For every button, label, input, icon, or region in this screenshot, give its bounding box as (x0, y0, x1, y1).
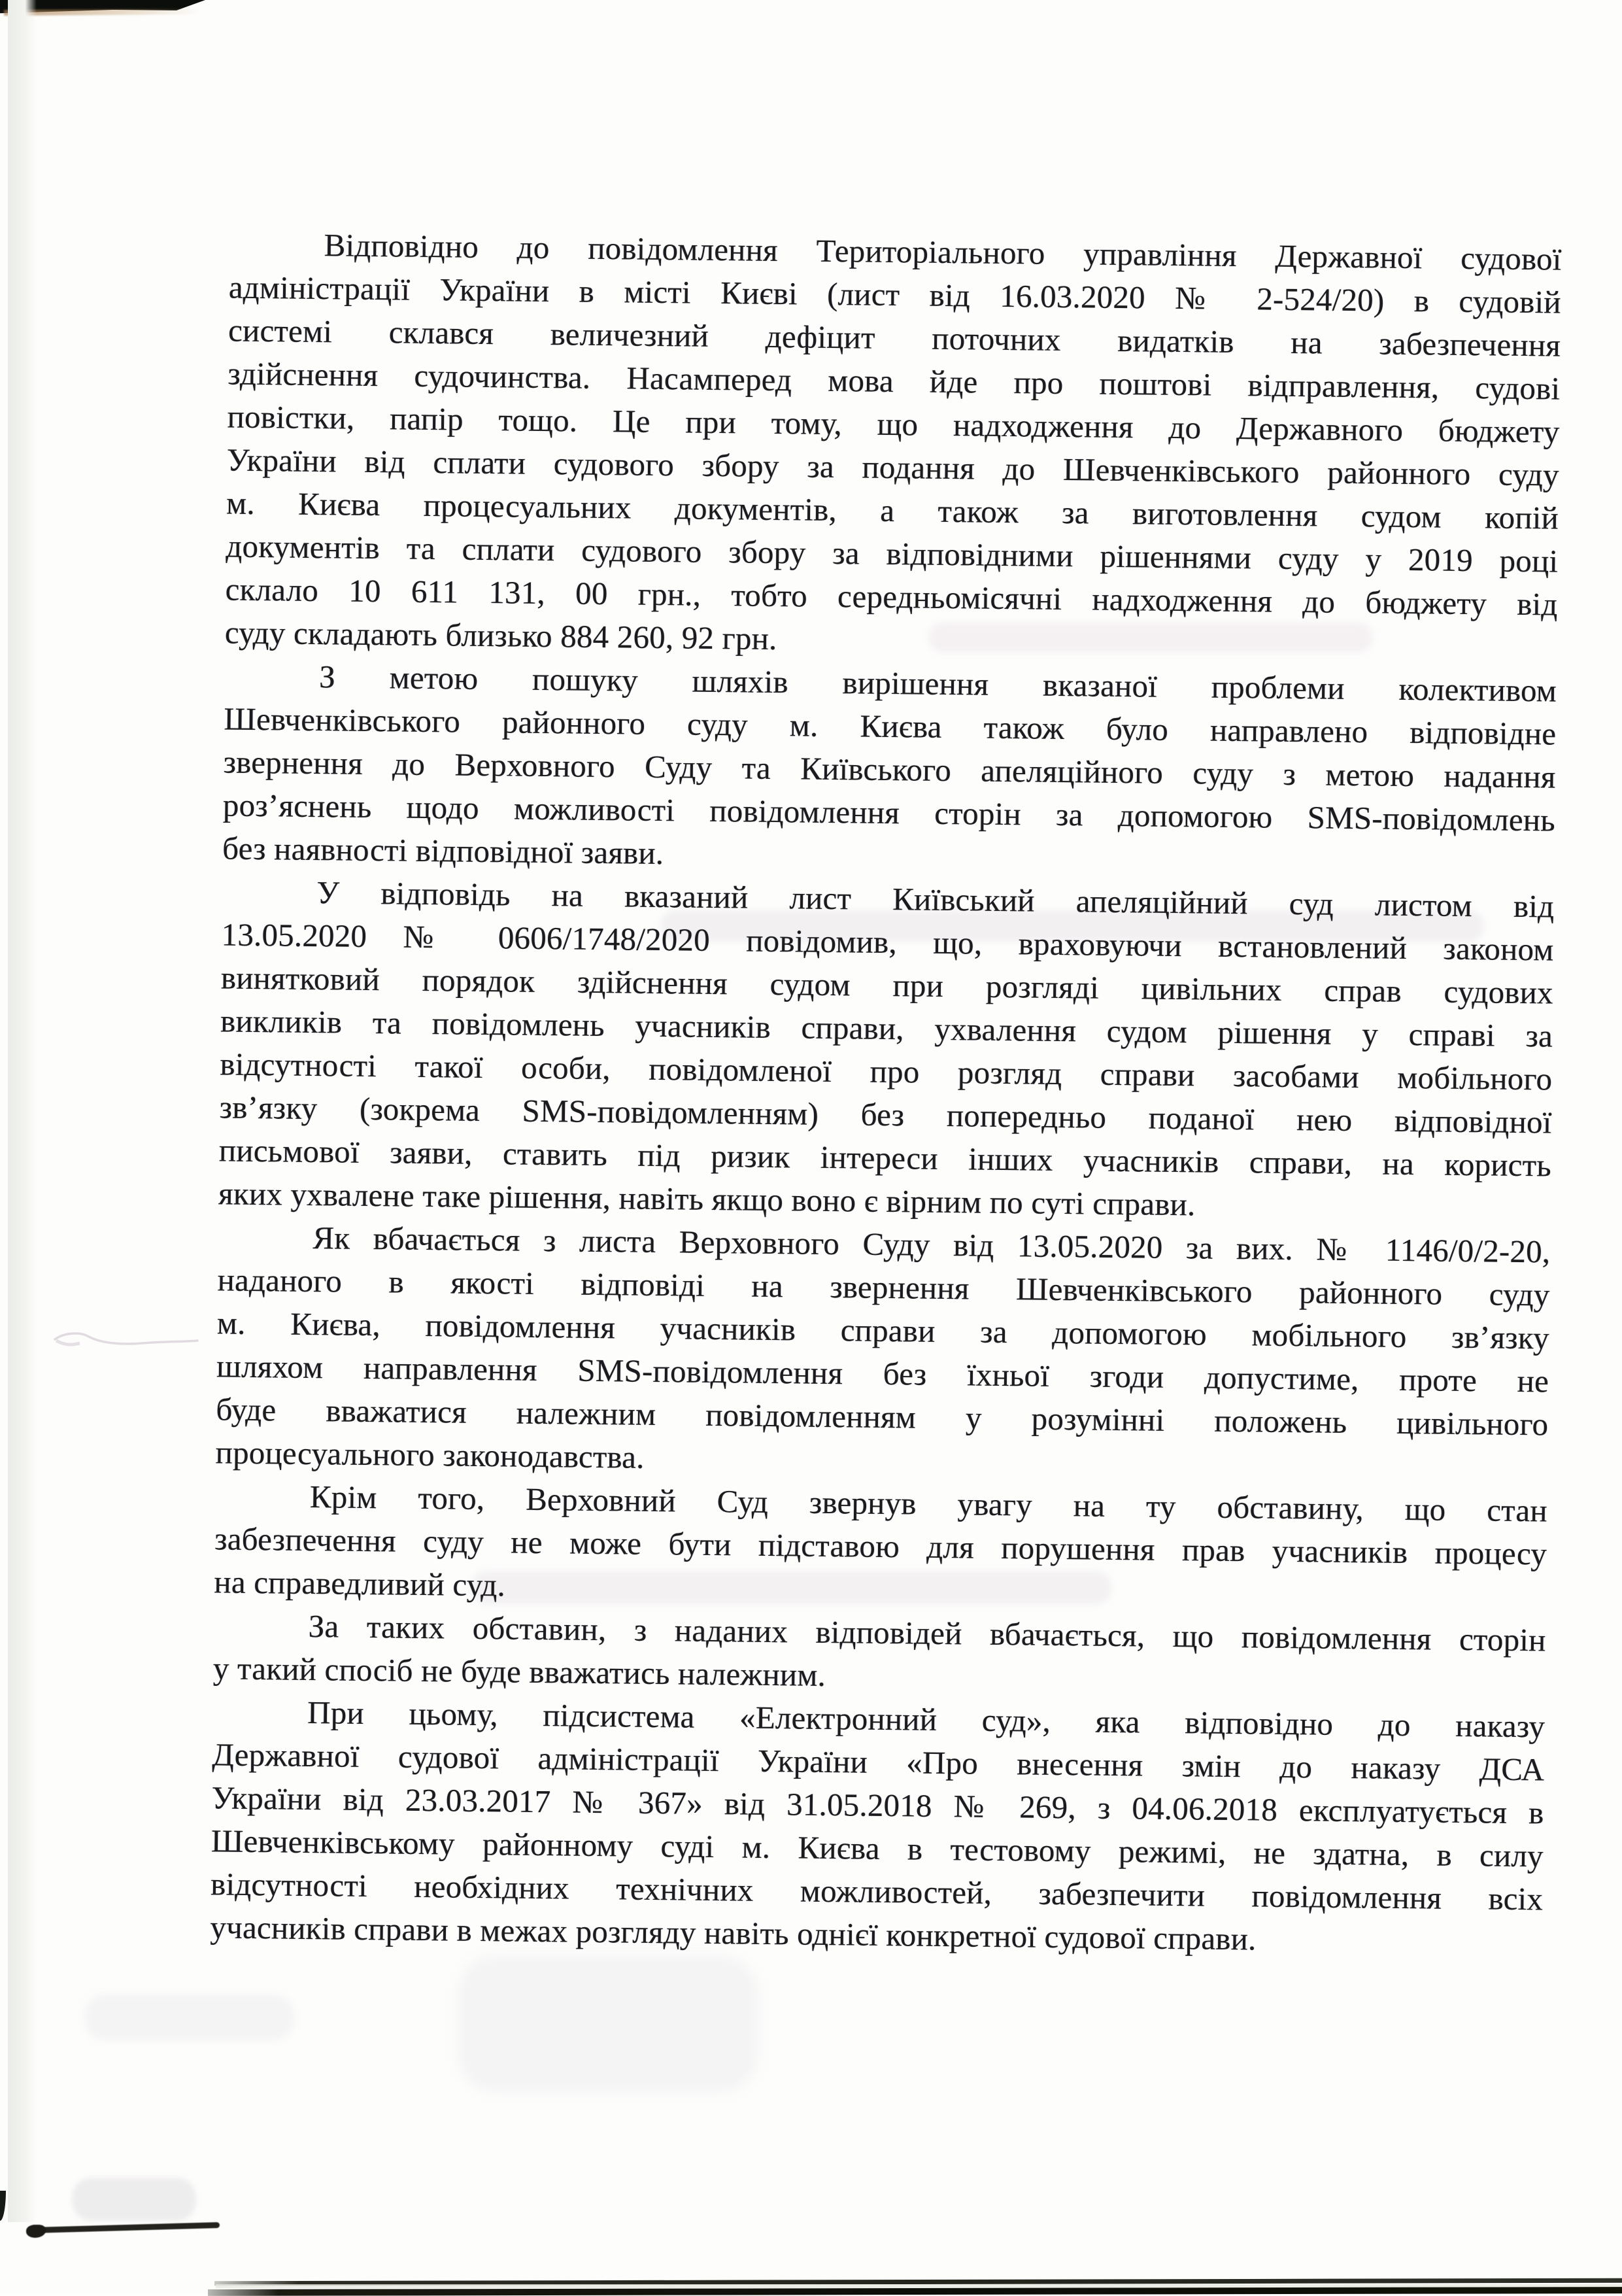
bleedthrough-smudge (85, 1995, 294, 2040)
text-line: України від 23.03.2017 № 367» від 31.05.2018 № 269, з 04.06.2018 експлуатується в (211, 1779, 1544, 1831)
pencil-smudge (51, 1328, 201, 1356)
text-line: повістки, папір тощо. Це при тому, що надходження до Державного бюджету (227, 398, 1560, 450)
text-line: звернення до Верховного Суду та Київського апеляційного суду з метою надання (223, 744, 1556, 795)
paragraph (210, 1690, 1545, 1964)
text-line: Шевченківського районного суду м. Києва також було направлено відповідне (224, 700, 1557, 752)
pencil-smudge-stroke (51, 1328, 201, 1356)
text-line: викликів та повідомлень учасників справи, ухвалення судом рішення у справі за (220, 1002, 1553, 1054)
text-line: України від сплати судового збору за подання до Шевченківського районного суду (226, 441, 1560, 493)
text-line: без наявності відповідної заяви. (222, 830, 664, 872)
scan-artifact-left-pale-band (8, 0, 37, 2222)
text-line: адміністрації України в місті Києві (лист від 16.03.2020 № 2-524/20) в судовій (228, 269, 1562, 320)
bleedthrough-smudge (458, 1955, 758, 2093)
text-line: Відповідно до повідомлення Територіального управління Державної судової (324, 227, 1562, 277)
text-line: відсутності необхідних технічних можливостей, забезпечити повідомлення всіх (210, 1866, 1544, 1917)
text-line: Як вбачається з листа Верховного Суду від 13.05.2020 за вих. № 1146/0/2-20, (313, 1220, 1551, 1270)
text-line: З метою пошуку шляхів вирішення вказаної проблеми колективом (318, 659, 1557, 709)
scan-artifact-left-edge-strip-tail (0, 2191, 6, 2221)
text-line: Шевченківському районному суді м. Києва в тестовому режимі, не здатна, в силу (211, 1823, 1544, 1874)
document-text (210, 223, 1562, 1964)
text-line: У відповідь на вказаний лист Київський апеляційний суд листом від (316, 874, 1555, 925)
paragraph (225, 223, 1562, 670)
paragraph (213, 1603, 1546, 1705)
text-line: відсутності такої особи, повідомленої про розгляд справи засобами мобільного (220, 1046, 1553, 1097)
text-line: яких ухвалене таке рішення, навіть якщо воно є вірним по суті справи. (218, 1175, 1196, 1223)
text-line: на справедливий суд. (214, 1564, 506, 1603)
text-line: винятковий порядок здійснення судом при розгляді цивільних справ судових (220, 959, 1554, 1011)
text-line: 13.05.2020 № 0606/1748/2020 повідомив, що, враховуючи встановлений законом (221, 916, 1554, 968)
text-line: При цьому, підсистема «Електронний суд», яка відповідно до наказу (307, 1694, 1546, 1745)
text-line: документів та сплати судового збору за відповідними рішеннями суду у 2019 році (226, 528, 1559, 579)
scan-artifact-left-edge-strip (0, 0, 8, 2218)
text-line: процесуального законодавства. (215, 1434, 645, 1475)
text-line: письмової заяви, ставить під ризик інтереси інших учасників справи, на користь (218, 1132, 1552, 1184)
text-line: системі склався величезний дефіцит поточних видатків на забезпечення (228, 312, 1561, 364)
text-line: у такий спосіб не буде вважатись належним. (212, 1650, 826, 1694)
paragraph (214, 1474, 1547, 1619)
text-line: шляхом направлення SMS-повідомлення без їхньої згоди допустиме, проте не (216, 1348, 1549, 1399)
text-line: зв’язку (зокрема SMS-повідомленням) без попередньо поданої нею відповідної (219, 1089, 1552, 1140)
text-line: м. Києва, повідомлення учасників справи за допомогою мобільного зв’язку (216, 1305, 1550, 1356)
bleedthrough-smudge (72, 2178, 196, 2221)
text-line: забезпечення суду не може бути підставою для порушення прав учасників процесу (214, 1520, 1547, 1572)
text-line: суду складають близько 884 260, 92 грн. (224, 614, 777, 657)
text-line: склало 10 611 131, 00 грн., тобто середньомісячні надходження до бюджету від (225, 571, 1558, 623)
scan-artifact-paper-corner-blob (26, 2225, 46, 2238)
scan-artifact-paper-corner-shadow (29, 2222, 220, 2233)
text-line: За таких обставин, з наданих відповідей вбачається, що повідомлення сторін (308, 1608, 1546, 1658)
paragraph (222, 654, 1557, 885)
text-line: Крім того, Верховний Суд звернув увагу на ту обставину, що стан (309, 1479, 1548, 1529)
text-line: Державної судової адміністрації України «Про внесення змін до наказу ДСА (212, 1736, 1545, 1788)
text-line: здійснення судочинства. Насамперед мова йде про поштові відправлення, судові (228, 355, 1561, 407)
text-line: учасників справи в межах розгляду навіть однієї конкретної судової справи. (210, 1909, 1257, 1957)
text-line: наданого в якості відповіді на звернення Шевченківського районного суду (217, 1261, 1550, 1313)
paragraph (215, 1215, 1550, 1489)
paragraph (218, 870, 1555, 1230)
text-line: буде вважатися належним повідомленням у розумінні положень цивільного (216, 1391, 1549, 1443)
text-line: м. Києва процесуальних документів, а також за виготовлення судом копій (226, 485, 1559, 536)
text-line: роз’яснень щодо можливості повідомлення сторін за допомогою SMS-повідомлень (222, 787, 1556, 838)
